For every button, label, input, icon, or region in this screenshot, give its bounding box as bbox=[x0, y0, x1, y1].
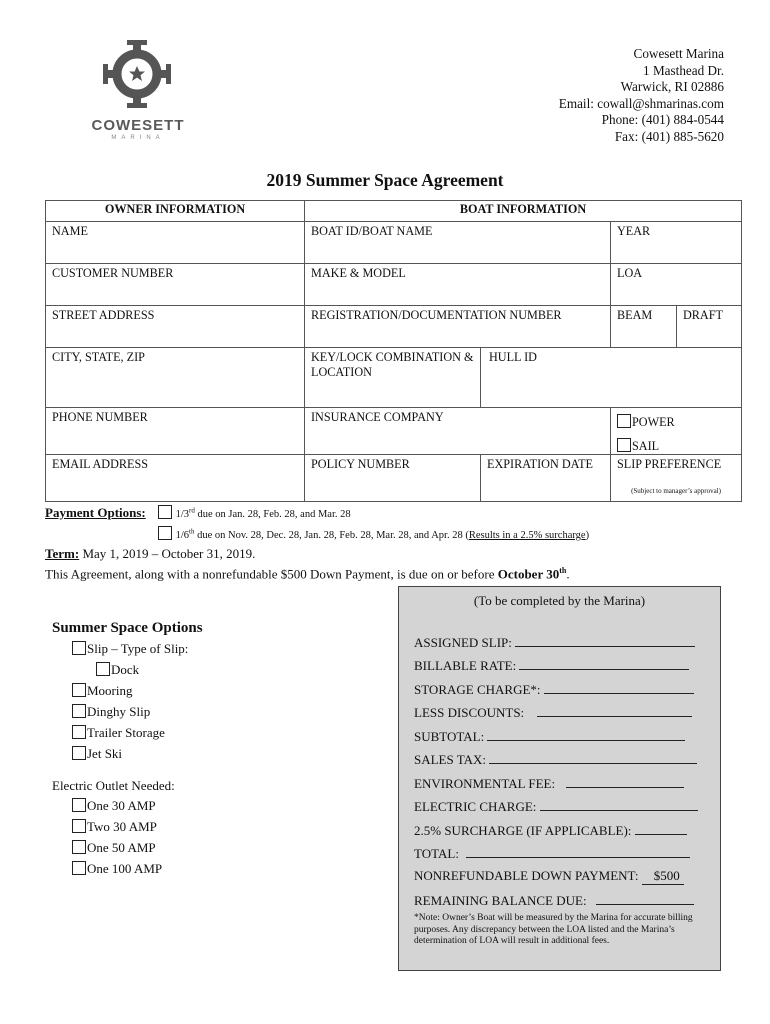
one30-label: One 30 AMP bbox=[87, 798, 156, 813]
expiration-label: EXPIRATION DATE bbox=[487, 457, 593, 471]
logo-subtitle: MARINA bbox=[111, 135, 165, 141]
year-label: YEAR bbox=[617, 224, 651, 238]
agreement-line bbox=[45, 566, 570, 582]
power-sail-cell bbox=[611, 408, 742, 455]
agreement-end: . bbox=[566, 566, 570, 582]
insurance-label: INSURANCE COMPANY bbox=[311, 410, 444, 424]
trailer-checkbox[interactable] bbox=[72, 725, 86, 739]
two30-label: Two 30 AMP bbox=[87, 819, 157, 834]
mooring-label: Mooring bbox=[87, 683, 133, 698]
sail-checkbox[interactable] bbox=[617, 438, 631, 452]
one30-checkbox[interactable] bbox=[72, 798, 86, 812]
policy-label: POLICY NUMBER bbox=[311, 457, 410, 471]
beam-label: BEAM bbox=[617, 308, 653, 322]
payment-sixths-text: due on Nov. 28, Dec. 28, Jan. 28, Feb. 28, Mar. 28, and Apr. 28 ( bbox=[194, 530, 469, 541]
option-jetski[interactable] bbox=[72, 746, 122, 762]
slip-preference-field[interactable] bbox=[611, 455, 742, 502]
one100-checkbox[interactable] bbox=[72, 861, 86, 875]
loa-note: *Note: Owner’s Boat will be measured by the Marina for accurate billing purposes. Any discrepancy between the LOA listed and the Marina’s determination of LOA will result in additional fees. bbox=[414, 913, 693, 946]
customer-number-label: CUSTOMER NUMBER bbox=[52, 266, 174, 280]
term-label: Term: bbox=[45, 546, 80, 561]
sales-tax-row[interactable] bbox=[414, 751, 697, 768]
billable-rate-row[interactable] bbox=[414, 657, 689, 674]
option-one30[interactable] bbox=[72, 798, 156, 814]
street-field[interactable] bbox=[46, 306, 305, 348]
surcharge-line[interactable] bbox=[635, 822, 687, 835]
storage-charge-label: STORAGE CHARGE*: bbox=[414, 682, 541, 697]
surcharge-label: 2.5% SURCHARGE (IF APPLICABLE): bbox=[414, 823, 632, 838]
payment-sixths-sup: th bbox=[189, 527, 195, 536]
hull-id-field[interactable] bbox=[481, 348, 742, 408]
subtotal-label: SUBTOTAL: bbox=[414, 729, 485, 744]
discounts-label: LESS DISCOUNTS: bbox=[414, 705, 525, 720]
slip-checkbox[interactable] bbox=[72, 641, 86, 655]
power-label: POWER bbox=[632, 415, 675, 429]
customer-number-field[interactable] bbox=[46, 264, 305, 306]
info-table bbox=[45, 200, 742, 502]
agreement-deadline-sup: th bbox=[559, 566, 567, 575]
electric-charge-line[interactable] bbox=[540, 798, 698, 811]
down-payment-value: $500 bbox=[642, 868, 684, 885]
registration-field[interactable] bbox=[305, 306, 611, 348]
surcharge-note: Results in a 2.5% surcharge bbox=[468, 530, 586, 541]
electric-charge-label: ELECTRIC CHARGE: bbox=[414, 799, 537, 814]
slip-preference-note: (Subject to manager’s approval) bbox=[631, 487, 721, 495]
two30-checkbox[interactable] bbox=[72, 819, 86, 833]
option-two30[interactable] bbox=[72, 819, 157, 835]
one50-label: One 50 AMP bbox=[87, 840, 156, 855]
sail-label: SAIL bbox=[632, 439, 660, 453]
option-one100[interactable] bbox=[72, 861, 162, 877]
expiration-field[interactable] bbox=[481, 455, 611, 502]
slip-preference-label: SLIP PREFERENCE bbox=[617, 457, 722, 471]
email-field[interactable] bbox=[46, 455, 305, 502]
name-field[interactable] bbox=[46, 222, 305, 264]
summer-options-title: Summer Space Options bbox=[52, 620, 203, 636]
boat-info-header: BOAT INFORMATION bbox=[305, 201, 742, 222]
phone-field[interactable] bbox=[46, 408, 305, 455]
billable-rate-label: BILLABLE RATE: bbox=[414, 658, 517, 673]
owner-info-header: OWNER INFORMATION bbox=[46, 201, 305, 222]
total-line[interactable] bbox=[466, 845, 690, 858]
payment-options-label: Payment Options: bbox=[45, 505, 146, 520]
subtotal-line[interactable] bbox=[487, 728, 685, 741]
remaining-balance-line[interactable] bbox=[596, 892, 694, 905]
power-checkbox[interactable] bbox=[617, 414, 631, 428]
option-dock[interactable] bbox=[96, 662, 139, 678]
payment-thirds-checkbox[interactable] bbox=[158, 505, 172, 519]
insurance-field[interactable] bbox=[305, 408, 611, 455]
payment-sixths-checkbox[interactable] bbox=[158, 526, 172, 540]
mooring-checkbox[interactable] bbox=[72, 683, 86, 697]
city-field[interactable] bbox=[46, 348, 305, 408]
storage-charge-line[interactable] bbox=[544, 681, 694, 694]
address-line: Cowesett Marina bbox=[633, 46, 724, 61]
city-label: CITY, STATE, ZIP bbox=[52, 350, 145, 364]
surcharge-close: ) bbox=[585, 530, 590, 541]
address-email: Email: cowall@shmarinas.com bbox=[558, 95, 724, 111]
address-line: 1 Masthead Dr. bbox=[643, 62, 724, 78]
jetski-label: Jet Ski bbox=[87, 746, 123, 761]
option-dinghy[interactable] bbox=[72, 704, 150, 720]
boat-id-field[interactable] bbox=[305, 222, 611, 264]
assigned-slip-label: ASSIGNED SLIP: bbox=[414, 635, 512, 650]
discounts-row[interactable] bbox=[414, 704, 692, 721]
cowesett-logo-icon bbox=[92, 40, 192, 120]
assigned-slip-row[interactable] bbox=[414, 634, 695, 651]
term-line bbox=[45, 546, 255, 562]
dock-checkbox[interactable] bbox=[96, 662, 110, 676]
subtotal-row[interactable] bbox=[414, 728, 685, 745]
option-mooring[interactable] bbox=[72, 683, 133, 699]
payment-thirds-sup: rd bbox=[189, 506, 195, 515]
env-fee-label: ENVIRONMENTAL FEE: bbox=[414, 776, 556, 791]
dinghy-label: Dinghy Slip bbox=[87, 704, 151, 719]
option-slip[interactable] bbox=[72, 641, 188, 657]
remaining-balance-row[interactable] bbox=[414, 892, 694, 909]
hull-id-label: HULL ID bbox=[489, 350, 537, 364]
boat-id-label: BOAT ID/BOAT NAME bbox=[311, 224, 433, 238]
discounts-line[interactable] bbox=[537, 704, 692, 717]
one50-checkbox[interactable] bbox=[72, 840, 86, 854]
make-model-label: MAKE & MODEL bbox=[311, 266, 406, 280]
slip-label: Slip – Type of Slip: bbox=[87, 641, 189, 656]
name-label: NAME bbox=[52, 224, 88, 238]
payment-option-sixths[interactable] bbox=[158, 526, 589, 541]
phone-label: PHONE NUMBER bbox=[52, 410, 148, 424]
payment-thirds-text: due on Jan. 28, Feb. 28, and Mar. 28 bbox=[194, 509, 351, 520]
address-fax: Fax: (401) 885-5620 bbox=[614, 128, 724, 144]
billable-rate-line[interactable] bbox=[519, 657, 689, 670]
loa-label: LOA bbox=[617, 266, 643, 280]
payment-option-thirds[interactable] bbox=[158, 505, 351, 520]
year-field[interactable] bbox=[611, 222, 742, 264]
loa-field[interactable] bbox=[611, 264, 742, 306]
dinghy-checkbox[interactable] bbox=[72, 704, 86, 718]
electric-charge-row[interactable] bbox=[414, 798, 698, 815]
power-option[interactable] bbox=[617, 414, 735, 430]
make-model-field[interactable] bbox=[305, 264, 611, 306]
dock-label: Dock bbox=[111, 662, 140, 677]
street-label: STREET ADDRESS bbox=[52, 308, 155, 322]
trailer-label: Trailer Storage bbox=[87, 725, 165, 740]
remaining-balance-label: REMAINING BALANCE DUE: bbox=[414, 893, 587, 908]
surcharge-row[interactable] bbox=[414, 822, 687, 839]
marina-box-header: (To be completed by the Marina) bbox=[473, 593, 646, 608]
sales-tax-label: SALES TAX: bbox=[414, 752, 487, 767]
electric-title: Electric Outlet Needed: bbox=[52, 778, 175, 793]
down-payment-label: NONREFUNDABLE DOWN PAYMENT: bbox=[414, 868, 639, 883]
address-phone: Phone: (401) 884-0544 bbox=[601, 112, 724, 128]
payment-thirds-fraction: 1/3 bbox=[175, 509, 190, 520]
option-trailer[interactable] bbox=[72, 725, 165, 741]
logo-wordmark: COWESETT bbox=[91, 117, 185, 134]
jetski-checkbox[interactable] bbox=[72, 746, 86, 760]
storage-charge-row[interactable] bbox=[414, 681, 694, 698]
page-title: 2019 Summer Space Agreement bbox=[266, 170, 504, 190]
marina-address bbox=[559, 46, 724, 146]
beam-field[interactable] bbox=[611, 306, 677, 348]
sales-tax-line[interactable] bbox=[489, 751, 697, 764]
payment-sixths-fraction: 1/6 bbox=[175, 530, 190, 541]
agreement-deadline: October 30 bbox=[497, 566, 560, 582]
option-one50[interactable] bbox=[72, 840, 156, 856]
email-label: EMAIL ADDRESS bbox=[52, 457, 149, 471]
draft-field[interactable] bbox=[677, 306, 742, 348]
total-row[interactable] bbox=[414, 845, 690, 862]
agreement-text: This Agreement, along with a nonrefundable $500 Down Payment, is due on or before bbox=[45, 566, 498, 582]
assigned-slip-line[interactable] bbox=[515, 634, 695, 647]
policy-field[interactable] bbox=[305, 455, 481, 502]
key-lock-label: KEY/LOCK COMBINATION & LOCATION bbox=[311, 350, 474, 379]
address-line: Warwick, RI 02886 bbox=[620, 79, 724, 95]
key-lock-field[interactable] bbox=[305, 348, 481, 408]
term-dates: May 1, 2019 – October 31, 2019. bbox=[79, 546, 256, 561]
total-label: TOTAL: bbox=[414, 846, 459, 861]
down-payment-row[interactable] bbox=[414, 868, 684, 885]
env-fee-row[interactable] bbox=[414, 775, 684, 792]
one100-label: One 100 AMP bbox=[87, 861, 163, 876]
sail-option[interactable] bbox=[617, 438, 735, 454]
draft-label: DRAFT bbox=[683, 308, 723, 322]
registration-label: REGISTRATION/DOCUMENTATION NUMBER bbox=[311, 308, 562, 322]
env-fee-line[interactable] bbox=[566, 775, 684, 788]
